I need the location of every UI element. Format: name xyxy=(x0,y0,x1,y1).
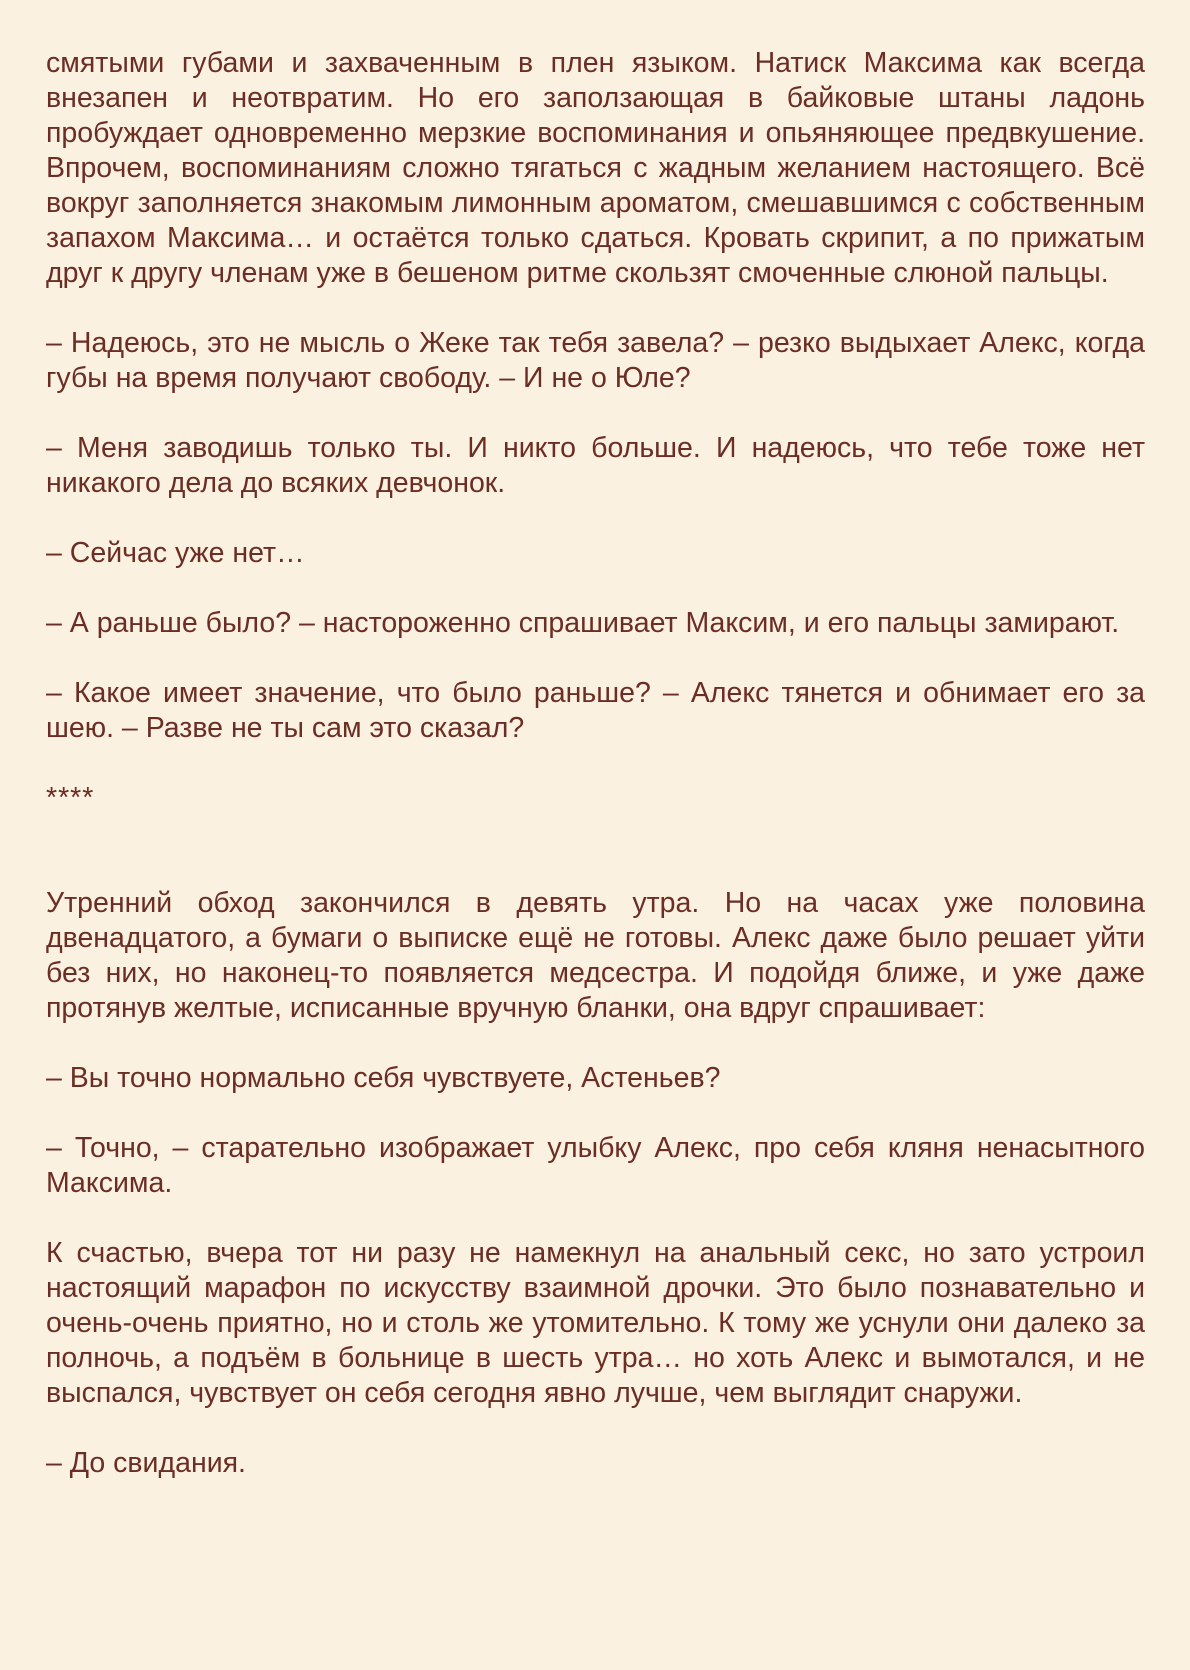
paragraph-7: Утренний обход закончился в девять утра. Но на часах уже половина двенадцатого, а бумаги о выписке ещё не готовы. Алекс даже было решает уйти без них, но наконец-то появляется медсестра. И подойдя ближе, и уже даже протянув желтые, исписанные вручную бланки, она вдруг спрашивает: xyxy=(46,887,1145,1024)
paragraph-4: – Сейчас уже нет… xyxy=(46,537,305,569)
paragraph-8: – Вы точно нормально себя чувствуете, Астеньев? xyxy=(46,1062,721,1094)
paragraph-5: – А раньше было? – настороженно спрашивает Максим, и его пальцы замирают. xyxy=(46,607,1120,639)
paragraph-11: – До свидания. xyxy=(46,1447,246,1479)
document-page xyxy=(46,46,1145,1481)
paragraph-3: – Меня заводишь только ты. И никто больше. И надеюсь, что тебе тоже нет никакого дела до всяких девчонок. xyxy=(46,432,1145,499)
paragraph-10: К счастью, вчера тот ни разу не намекнул на анальный секс, но зато устроил настоящий марафон по искусству взаимной дрочки. Это было познавательно и очень-очень приятно, но и столь же утомительно. К тому же уснули они далеко за полночь, а подъём в больнице в шесть утра… но хоть Алекс и вымотался, и не выспался, чувствует он себя сегодня явно лучше, чем выглядит снаружи. xyxy=(46,1237,1145,1409)
paragraph-2: – Надеюсь, это не мысль о Жеке так тебя завела? – резко выдыхает Алекс, когда губы на время получают свободу. – И не о Юле? xyxy=(46,327,1145,394)
paragraph-6: – Какое имеет значение, что было раньше? – Алекс тянется и обнимает его за шею. – Разве не ты сам это сказал? xyxy=(46,677,1145,744)
scene-separator: **** xyxy=(46,782,95,814)
paragraph-1: смятыми губами и захваченным в плен языком. Натиск Максима как всегда внезапен и неотвратим. Но его заползающая в байковые штаны ладонь пробуждает одновременно мерзкие воспоминания и опьяняющее предвкушение. Впрочем, воспоминаниям сложно тягаться с жадным желанием настоящего. Всё вокруг заполняется знакомым лимонным ароматом, смешавшимся с собственным запахом Максима… и остаётся только сдаться. Кровать скрипит, а по прижатым друг к другу членам уже в бешеном ритме скользят смоченные слюной пальцы. xyxy=(46,47,1145,289)
paragraph-9: – Точно, – старательно изображает улыбку Алекс, про себя кляня ненасытного Максима. xyxy=(46,1132,1145,1199)
